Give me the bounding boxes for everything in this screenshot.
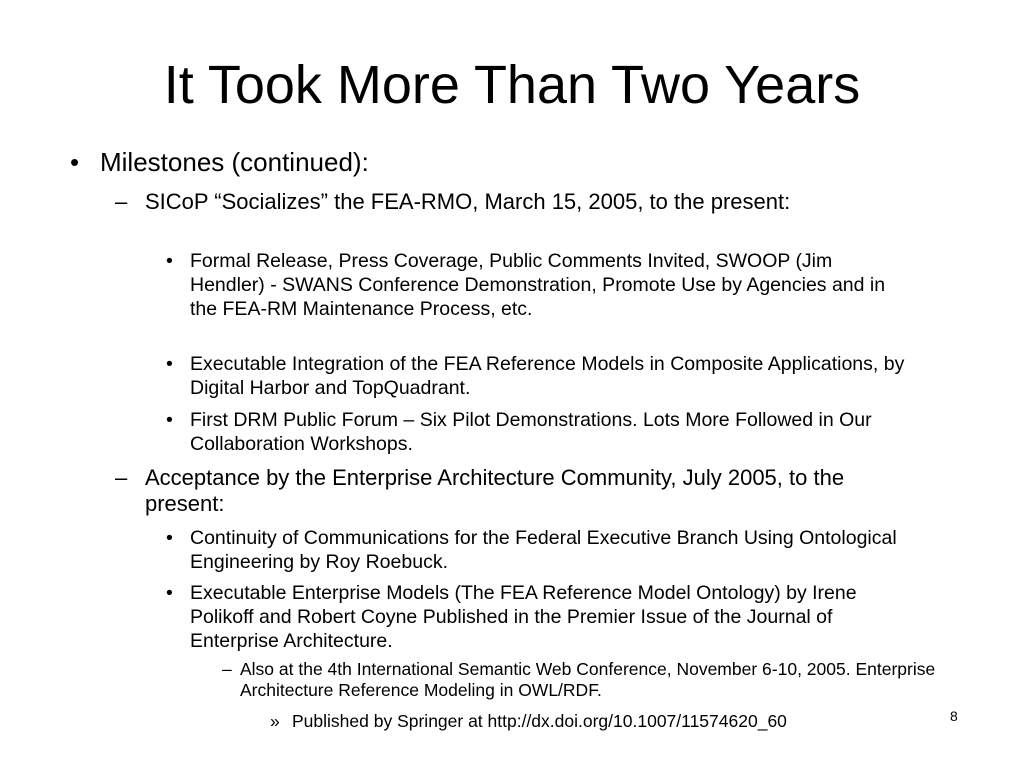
bullet-marker: • — [166, 582, 173, 604]
page-number: 8 — [950, 708, 958, 724]
bullet-marker: • — [166, 353, 173, 375]
bullet-marker: » — [270, 711, 280, 731]
bullet-text: Acceptance by the Enterprise Architecture Community, July 2005, to the present: — [145, 465, 845, 516]
bullet-marker: – — [222, 659, 232, 679]
bullet-text: Published by Springer at http://dx.doi.org/10.1007/11574620_60 — [292, 711, 787, 731]
bullet-marker: • — [70, 147, 80, 177]
bullet-text: Continuity of Communications for the Federal Executive Branch Using Ontological Engineering by Roy Roebuck. — [190, 527, 897, 573]
bullet-text: Formal Release, Press Coverage, Public Comments Invited, SWOOP (Jim Hendler) - SWANS Conference Demonstration, Promote Use by Agencies and in the FEA-RM Maintenance Process, etc. — [190, 250, 886, 320]
bullet-marker: • — [166, 250, 173, 272]
bullet-text: First DRM Public Forum – Six Pilot Demonstrations. Lots More Followed in Our Collaboration Workshops. — [190, 409, 872, 455]
bullet-marker: • — [166, 527, 173, 549]
bullet-marker: – — [115, 189, 128, 214]
bullet-text: Milestones (continued): — [100, 147, 369, 177]
bullet-marker: • — [166, 409, 173, 431]
slide-title: It Took More Than Two Years — [163, 55, 861, 115]
bullet-text: Executable Integration of the FEA Reference Models in Composite Applications, by Digital Harbor and TopQuadrant. — [190, 353, 905, 399]
bullet-text: SICoP “Socializes” the FEA-RMO, March 15, 2005, to the present: — [145, 189, 791, 214]
bullet-text: Also at the 4th International Semantic Web Conference, November 6-10, 2005. Enterprise Architecture Reference Modeling in OWL/RDF. — [240, 659, 936, 700]
bullet-text: Executable Enterprise Models (The FEA Reference Model Ontology) by Irene Polikoff and Robert Coyne Published in the Premier Issue of the Journal of Enterprise Architecture. — [190, 582, 857, 652]
bullet-marker: – — [115, 465, 128, 490]
